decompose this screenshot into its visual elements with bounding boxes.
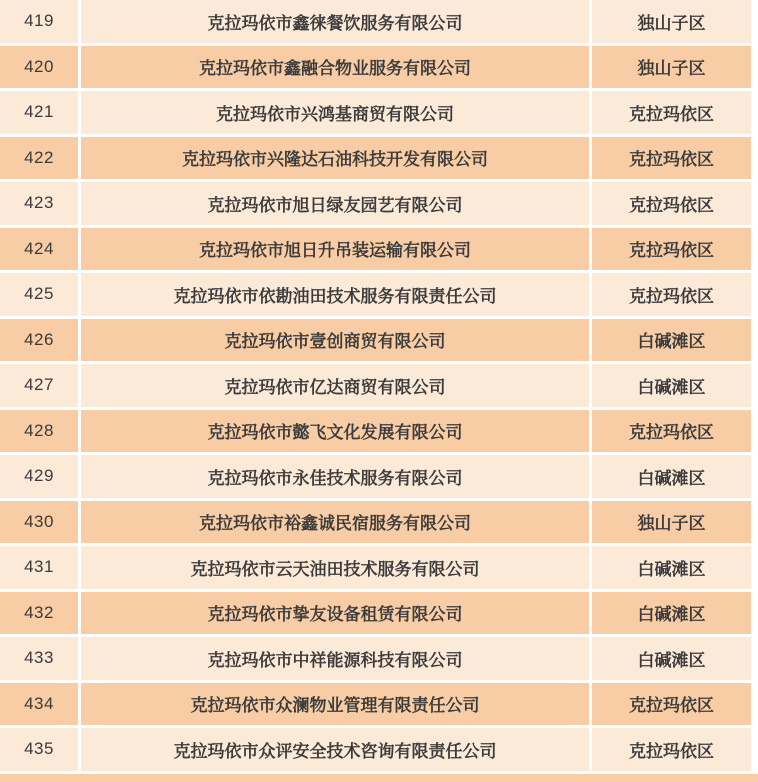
company-name-cell: 克拉玛依市懿飞文化发展有限公司 [81, 410, 592, 453]
table-row [0, 91, 758, 137]
table-row [0, 364, 758, 410]
company-name-cell: 克拉玛依市云天油田技术服务有限公司 [81, 546, 592, 589]
table-row [0, 46, 758, 92]
row-number-cell: 427 [0, 364, 81, 407]
row-number-cell: 419 [0, 0, 81, 43]
table-row [0, 137, 758, 183]
table-row [0, 410, 758, 456]
company-name-cell: 克拉玛依市壹创商贸有限公司 [81, 319, 592, 362]
company-name-cell: 克拉玛依市裕鑫诚民宿服务有限公司 [81, 501, 592, 544]
company-name-cell: 克拉玛依市兴鸿基商贸有限公司 [81, 91, 592, 134]
partial-next-row [0, 774, 758, 782]
district-cell: 白碱滩区 [592, 637, 755, 680]
table-row [0, 592, 758, 638]
row-number-cell: 423 [0, 182, 81, 225]
row-number-cell: 431 [0, 546, 81, 589]
company-name-cell: 克拉玛依市旭日绿友园艺有限公司 [81, 182, 592, 225]
table-row [0, 637, 758, 683]
row-number-cell: 430 [0, 501, 81, 544]
company-name-cell: 克拉玛依市挚友设备租赁有限公司 [81, 592, 592, 635]
district-cell: 白碱滩区 [592, 455, 755, 498]
table-row [0, 501, 758, 547]
company-name-cell: 克拉玛依市兴隆达石油科技开发有限公司 [81, 137, 592, 180]
table-row [0, 273, 758, 319]
row-number-cell: 420 [0, 46, 81, 89]
district-cell: 克拉玛依区 [592, 182, 755, 225]
district-cell: 克拉玛依区 [592, 683, 755, 726]
table-row [0, 319, 758, 365]
row-number-cell: 434 [0, 683, 81, 726]
table-row [0, 455, 758, 501]
table-row [0, 728, 758, 774]
row-number-cell: 425 [0, 273, 81, 316]
district-cell: 白碱滩区 [592, 546, 755, 589]
table-row [0, 228, 758, 274]
district-cell: 克拉玛依区 [592, 91, 755, 134]
company-name-cell: 克拉玛依市永佳技术服务有限公司 [81, 455, 592, 498]
row-number-cell: 428 [0, 410, 81, 453]
company-name-cell: 克拉玛依市中祥能源科技有限公司 [81, 637, 592, 680]
district-cell: 克拉玛依区 [592, 273, 755, 316]
row-number-cell: 429 [0, 455, 81, 498]
row-number-cell: 435 [0, 728, 81, 771]
district-cell: 白碱滩区 [592, 319, 755, 362]
row-number-cell: 433 [0, 637, 81, 680]
company-name-cell: 克拉玛依市旭日升吊装运输有限公司 [81, 228, 592, 271]
table-row [0, 546, 758, 592]
company-name-cell: 克拉玛依市亿达商贸有限公司 [81, 364, 592, 407]
row-number-cell: 421 [0, 91, 81, 134]
row-number-cell: 432 [0, 592, 81, 635]
company-name-cell: 克拉玛依市众评安全技术咨询有限责任公司 [81, 728, 592, 771]
district-cell: 白碱滩区 [592, 364, 755, 407]
row-number-cell: 424 [0, 228, 81, 271]
table-row [0, 0, 758, 46]
row-number-cell: 422 [0, 137, 81, 180]
company-name-cell: 克拉玛依市众澜物业管理有限责任公司 [81, 683, 592, 726]
district-cell: 克拉玛依区 [592, 228, 755, 271]
district-cell: 独山子区 [592, 501, 755, 544]
district-cell: 克拉玛依区 [592, 410, 755, 453]
company-name-cell: 克拉玛依市依勘油田技术服务有限责任公司 [81, 273, 592, 316]
district-cell: 独山子区 [592, 0, 755, 43]
district-cell: 白碱滩区 [592, 592, 755, 635]
district-cell: 独山子区 [592, 46, 755, 89]
company-name-cell: 克拉玛依市鑫徕餐饮服务有限公司 [81, 0, 592, 43]
district-cell: 克拉玛依区 [592, 137, 755, 180]
district-cell: 克拉玛依区 [592, 728, 755, 771]
table-row [0, 182, 758, 228]
table-row [0, 683, 758, 729]
row-number-cell: 426 [0, 319, 81, 362]
company-name-cell: 克拉玛依市鑫融合物业服务有限公司 [81, 46, 592, 89]
